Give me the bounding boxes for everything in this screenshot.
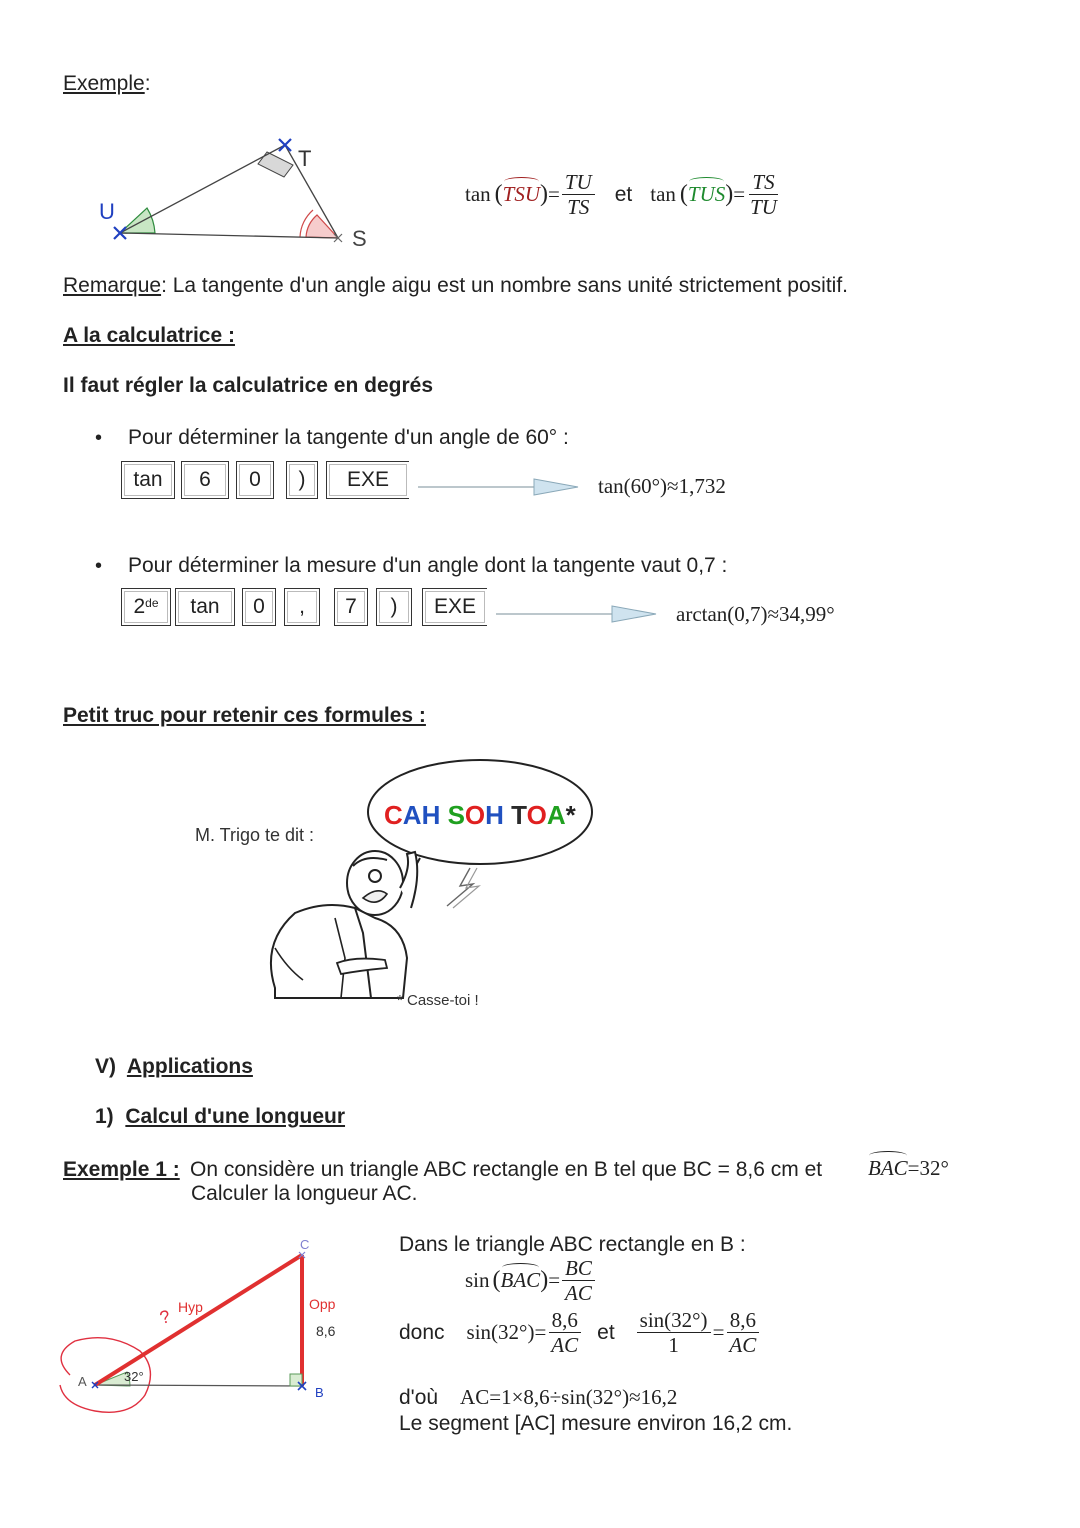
bullet-tangent-60: Pour déterminer la tangente d'un angle de 60° : — [128, 426, 569, 449]
right-angle-marker — [258, 152, 293, 177]
angle-tsu: TSU — [502, 182, 541, 206]
key-6: 6 — [181, 461, 229, 499]
label-opp: Opp — [309, 1296, 336, 1312]
mnemonic-letter: A — [402, 800, 422, 830]
label-a: A — [78, 1374, 87, 1389]
key-2nd: 2 $^{de}$ — [121, 588, 171, 626]
exemple-1-label: Exemple 1 : — [63, 1158, 180, 1181]
label-hyp: Hyp — [178, 1299, 203, 1315]
result-arctan: arctan(0,7)≈34,99° — [676, 602, 835, 626]
arrow-1 — [418, 476, 580, 498]
mnemonic-letter: A — [546, 800, 566, 830]
label-angle-32: 32° — [124, 1369, 144, 1384]
sin-bac-formula: sin ( BAC ) = $\frac{BC}{AC}$ — [465, 1256, 597, 1305]
point-t-marker — [279, 139, 291, 151]
angle-bac-value: BAC=32° — [868, 1156, 949, 1180]
solution-dou-line: d'où AC=1×8,6÷sin(32°)≈16,2 — [399, 1385, 678, 1409]
mnemonic-letter: O — [464, 800, 486, 830]
fraction-86-ac: $\frac{8,6}{AC}$ — [548, 1308, 581, 1357]
calculator-subheading: Il faut régler la calculatrice en degrés — [63, 374, 433, 397]
label-b: B — [315, 1385, 324, 1400]
tangent-formulas: tan ( TSU ) = $\frac{TU}{TS}$ et tan ( TUS ) = $\frac{TS}{TU}$ — [465, 170, 782, 219]
remark: Remarque: La tangente d'un angle aigu est un nombre sans unité strictement positif. — [63, 274, 849, 297]
section-applications: V) Applications — [95, 1055, 253, 1078]
mnemonic-letter: T — [511, 800, 527, 830]
fraction-tu-ts: $\frac{TU}{TS}$ — [562, 170, 595, 219]
key-close-paren: ) — [286, 461, 318, 499]
key-0: 0 — [236, 461, 274, 499]
triangle-uts-figure — [90, 130, 390, 260]
fraction-bc-ac: $\frac{BC}{AC}$ — [562, 1256, 595, 1305]
key-comma: , — [284, 588, 320, 626]
hypotenuse-line — [95, 1255, 302, 1385]
fraction-sin32-1: $\frac{\sin(32^\circ)}{1}$ — [637, 1308, 711, 1357]
triangle-abc-figure — [50, 1235, 350, 1420]
mnemonic-letter: S — [447, 800, 465, 830]
footnote-casse-toi: * Casse-toi ! — [397, 992, 479, 1009]
bullet-arctan: Pour déterminer la mesure d'un angle dont la tangente vaut 0,7 : — [128, 554, 728, 577]
mnemonic-letter: C — [384, 800, 403, 830]
solution-conclusion: Le segment [AC] mesure environ 16,2 cm. — [399, 1412, 793, 1435]
label-side-bc: 8,6 — [316, 1323, 336, 1339]
key-tan: tan — [175, 588, 235, 626]
question-mark: ? — [157, 1306, 173, 1328]
label-t: T — [298, 146, 312, 171]
mr-trigo-says: M. Trigo te dit : — [195, 825, 315, 845]
label-s: S — [352, 226, 367, 251]
mnemonic-letter: H — [421, 800, 441, 830]
trick-heading: Petit truc pour retenir ces formules : — [63, 704, 426, 727]
mnemonic-letter: O — [526, 800, 547, 830]
solution-donc-line: donc sin(32°) = $\frac{8,6}{AC}$ et $\frac{\sin(32^\circ)}{1}$ = $\frac{8,6}{AC}$ — [399, 1308, 761, 1357]
result-tan-60: tan(60°)≈1,732 — [598, 474, 726, 498]
arrow-2 — [496, 603, 658, 625]
mnemonic-letter: H — [485, 800, 504, 830]
angle-s-marker — [306, 215, 338, 238]
key-tan: tan — [121, 461, 175, 499]
exemple-1-question: Calculer la longueur AC. — [191, 1182, 418, 1205]
solution-intro: Dans le triangle ABC rectangle en B : — [399, 1233, 746, 1256]
bullet-dot: • — [95, 555, 103, 577]
example-heading: Exemple: — [63, 72, 151, 95]
key-close-paren: ) — [376, 588, 412, 626]
key-0: 0 — [242, 588, 276, 626]
section-calcul-longueur: 1) Calcul d'une longueur — [95, 1105, 346, 1128]
cah-soh-toa: CAH SOH TOA* — [384, 800, 576, 830]
calculator-heading: A la calculatrice : — [63, 324, 235, 347]
key-exe: EXE — [422, 588, 487, 626]
key-exe: EXE — [326, 461, 409, 499]
fraction-86-ac: $\frac{8,6}{AC}$ — [726, 1308, 759, 1357]
label-c: C — [300, 1237, 310, 1252]
label-u: U — [99, 199, 115, 224]
fraction-ts-tu: $\frac{TS}{TU}$ — [750, 170, 777, 219]
exemple-1-statement: On considère un triangle ABC rectangle en B tel que BC = 8,6 cm et — [190, 1158, 823, 1181]
body — [271, 905, 407, 998]
bullet-dot: • — [95, 427, 103, 449]
mr-trigo-illustration — [215, 758, 595, 1010]
key-7: 7 — [334, 588, 368, 626]
angle-tus: TUS — [687, 182, 726, 206]
